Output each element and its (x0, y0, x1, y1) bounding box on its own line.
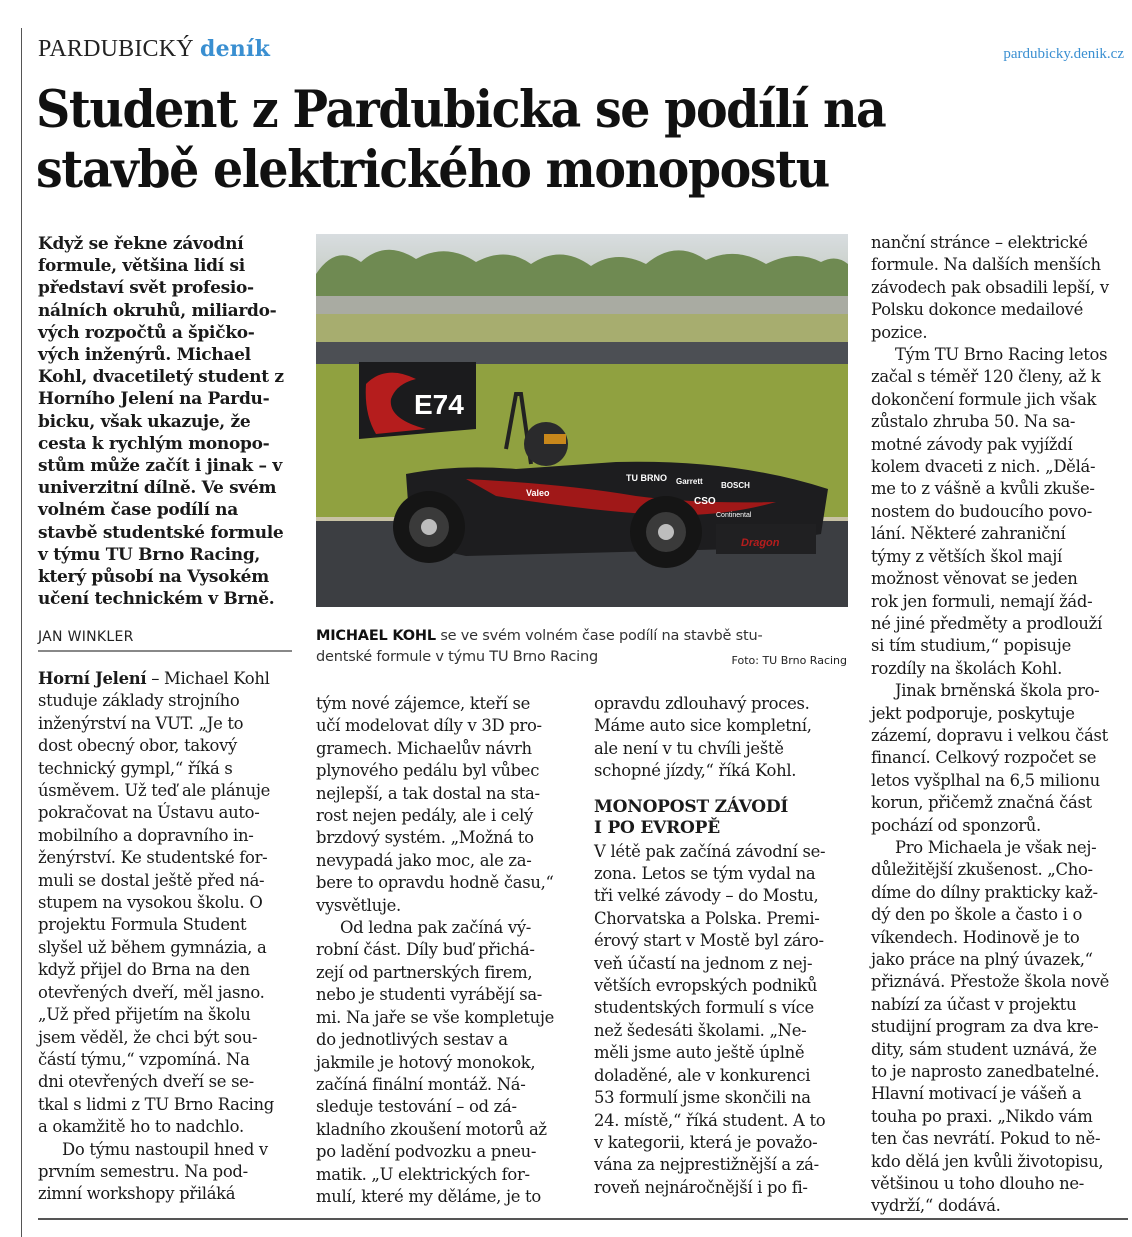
body-line: rok jen formuli, nemají žád- (871, 591, 1093, 611)
body-line: lání. Některé zahraniční (871, 524, 1066, 544)
caption-text-line1: se ve svém volném čase podílí na stavbě stu- (435, 628, 763, 644)
body-line: otevřených dveří, měl jasno. (38, 982, 265, 1002)
article-column-2 (316, 693, 581, 1208)
lead-line: cesta k rychlým monopo- (38, 433, 270, 454)
body-line: gramech. Michaelův návrh (316, 738, 532, 758)
byline: JAN WINKLER (38, 629, 134, 645)
body-line: vydrží,“ dodává. (871, 1196, 1001, 1216)
sponsor-label: Valeo (526, 488, 550, 498)
body-line: zůstalo zhruba 50. Na sa- (871, 412, 1076, 432)
body-line: mobilního a dopravního in- (38, 825, 254, 845)
body-line: zona. Letos se tým vydal na (594, 864, 816, 884)
body-line: začíná finální montáž. Ná- (316, 1074, 526, 1094)
body-line: a okamžitě ho to nadchlo. (38, 1117, 244, 1137)
dateline: Horní Jelení (38, 669, 147, 688)
body-line: mi. Na jaře se vše kompletuje (316, 1007, 555, 1027)
body-line: projektu Formula Student (38, 915, 247, 935)
sponsor-label: TU BRNO (626, 473, 667, 483)
lead-line: učení technickém v Brně. (38, 589, 275, 610)
body-line: matik. „U elektrických for- (316, 1164, 530, 1184)
lead-line: v týmu TU Brno Racing, (38, 544, 261, 565)
body-line: než šedesáti školami. „Ne- (594, 1020, 807, 1040)
body-line: érový start v Mostě byl záro- (594, 931, 824, 951)
body-line: pokračovat na Ústavu auto- (38, 803, 260, 823)
body-line: roveň nejnáročnější i po fi- (594, 1177, 808, 1197)
body-line: tkal s lidmi z TU Brno Racing (38, 1094, 274, 1114)
sponsor-label: Dragon (741, 537, 780, 549)
article-photo[interactable] (316, 234, 848, 607)
body-line: vysvětluje. (316, 895, 401, 915)
body-line: jekt podporuje, poskytuje (871, 703, 1075, 723)
sponsor-label: BOSCH (721, 481, 750, 490)
body-line: Máme auto sice kompletní, (594, 716, 812, 736)
lead-line: bicku, však ukazuje, že (38, 411, 251, 432)
body-line: nebo je studenti vyrábějí sa- (316, 985, 543, 1005)
body-line: to je naprosto zanedbatelné. (871, 1062, 1100, 1082)
body-line: učí modelovat díly v 3D pro- (316, 716, 542, 736)
body-line: muli se dostal ještě před ná- (38, 870, 265, 890)
body-line: si tím studium,“ popisuje (871, 636, 1071, 656)
body-line: zimní workshopy přiláká (38, 1184, 236, 1204)
body-line: když přijel do Brna na den (38, 960, 250, 980)
body-line: opravdu zdlouhavý proces. (594, 694, 810, 713)
body-line: týmy z větších škol mají (871, 546, 1062, 566)
lead-line: vých rozpočtů a špičko- (38, 322, 255, 343)
section-subhead (594, 797, 854, 839)
body-line: dý den po škole a často i o (871, 905, 1083, 925)
body-line: nabízí za účast v projektu (871, 994, 1077, 1014)
lead-line: Když se řekne závodní (38, 234, 244, 254)
lead-line: stům může začít i jinak – v (38, 456, 282, 477)
body-line: ale není v tu chvíli ještě (594, 738, 784, 758)
body-line: po ladění podvozku a pneu- (316, 1142, 537, 1162)
body-line: kolem dvaceti z nich. „Dělá- (871, 457, 1096, 477)
body-line: plynového pedálu byl vůbec (316, 761, 540, 781)
article-column-4 (871, 232, 1131, 1218)
body-line: né jiné předměty a prodlouží (871, 613, 1102, 633)
body-line: zázemí, dopravu i velkou část (871, 725, 1108, 745)
lead-line: Kohl, dvacetiletý student z (38, 367, 284, 388)
subhead-line: I PO EVROPĚ (594, 817, 721, 838)
sponsor-label: Continental (716, 512, 752, 519)
body-line: motné závody pak vyjíždí (871, 434, 1073, 454)
body-line: V létě pak začíná závodní se- (594, 841, 826, 861)
body-line: důležitější zkušenost. „Cho- (871, 860, 1093, 880)
body-line: závodech pak obsadili lepší, v (871, 277, 1109, 297)
body-line: Hlavní motivací je vášeň a (871, 1084, 1082, 1104)
race-car-photo-illustration (316, 234, 848, 607)
body-line: financí. Celkový rozpočet se (871, 748, 1097, 768)
body-line: prvním semestru. Na pod- (38, 1161, 248, 1181)
body-line: úsměvem. Už teď ale plánuje (38, 781, 271, 801)
body-line: slyšel už během gymnázia, a (38, 937, 267, 957)
body-line: kdo dělá jen kvůli životopisu, (871, 1151, 1104, 1171)
headline (36, 80, 1050, 200)
body-line: Tým TU Brno Racing letos (895, 345, 1108, 365)
body-line: „Už před přijetím na školu (38, 1005, 251, 1025)
body-line: stupem na vysokou školu. O (38, 893, 263, 913)
body-line: bere to opravdu hodně času,“ (316, 873, 554, 893)
body-line: začal s téměř 120 členy, až k (871, 367, 1101, 387)
body-text: – Michael Kohl (146, 669, 270, 688)
sponsor-label: Garrett (676, 477, 703, 486)
lead-line: představí svět profesio- (38, 278, 254, 299)
body-line: ten čas nevrátí. Pokud to ně- (871, 1129, 1101, 1149)
article-column-3 (594, 693, 854, 1199)
body-line: Od ledna pak začíná vý- (340, 918, 532, 938)
body-line (38, 668, 300, 690)
body-line: vána za nejprestižnější a zá- (594, 1155, 819, 1175)
body-line: jakmile je hotový monokok, (316, 1052, 536, 1072)
body-line: Pro Michaela je však nej- (895, 837, 1097, 857)
lead-line: který působí na Vysokém (38, 567, 269, 588)
body-line: nanční stránce – elektrické (871, 233, 1088, 252)
body-line: částí týmu,“ vzpomíná. Na (38, 1049, 250, 1069)
body-line: víkendech. Hodinově je to (871, 927, 1080, 947)
body-line: dokončení formule jich však (871, 389, 1097, 409)
lead-paragraph (38, 233, 298, 610)
body-line: schopné jízdy,“ říká Kohl. (594, 761, 797, 781)
body-line: dni otevřených dveří se se- (38, 1072, 254, 1092)
subhead-line: MONOPOST ZÁVODÍ (594, 796, 789, 817)
lead-line: vých inženýrů. Michael (38, 345, 251, 366)
body-line: díme do dílny prakticky kaž- (871, 882, 1098, 902)
caption-text-line2: dentské formule v týmu TU Brno Racing (316, 649, 598, 665)
headline-line: stavbě elektrického monopostu (36, 140, 829, 200)
body-line: měli jsme auto ještě úplně (594, 1043, 805, 1063)
article-column-1 (38, 668, 300, 1206)
sponsor-label: CSO (694, 496, 716, 507)
body-line: nejlepší, a tak dostal na sta- (316, 783, 540, 803)
publication-name: PARDUBICKÝ (38, 36, 194, 62)
body-line: touha po praxi. „Nikdo vám (871, 1106, 1093, 1126)
body-line: veň účastí na jednom z nej- (594, 953, 813, 973)
body-line: Chorvatska a Polska. Premi- (594, 908, 820, 928)
body-line: formule. Na dalších menších (871, 255, 1101, 275)
body-line: v kategorii, která je považo- (594, 1132, 818, 1152)
body-line: 53 formulí jsme skončili na (594, 1088, 811, 1108)
masthead (38, 36, 270, 63)
body-line: zejí od partnerských firem, (316, 962, 533, 982)
body-line: rost nejen pedály, ale i celý (316, 806, 533, 826)
lead-line: nálních okruhů, miliardo- (38, 300, 277, 321)
body-line: dity, sám student uznává, že (871, 1039, 1097, 1059)
caption-name: MICHAEL KOHL (316, 628, 436, 644)
body-line: tři velké závody – do Mostu, (594, 886, 819, 906)
body-line: sleduje testování – od zá- (316, 1097, 517, 1117)
body-line: 24. místě,“ říká student. A to (594, 1110, 826, 1130)
body-line: rozdíly na školách Kohl. (871, 658, 1062, 678)
car-number: E74 (414, 389, 464, 420)
headline-line: Student z Pardubicka se podílí na (36, 80, 886, 140)
byline-divider (38, 650, 292, 652)
lead-line: stavbě studentské formule (38, 522, 284, 543)
body-line: doladěné, ale v konkurenci (594, 1065, 811, 1085)
body-line: pozice. (871, 322, 928, 342)
body-line: Jinak brněnská škola pro- (895, 681, 1100, 701)
body-line: studentských formulí s více (594, 998, 814, 1018)
body-line: tým nové zájemce, kteří se (316, 694, 531, 713)
body-line: studuje základy strojního (38, 691, 240, 711)
body-line: kladního zkoušení motorů až (316, 1119, 547, 1139)
body-line: nevypadá jako moc, ale za- (316, 850, 532, 870)
left-margin-rule (21, 28, 22, 1237)
brand-name: deník (200, 36, 271, 62)
body-line: větších evropských podniků (594, 976, 818, 996)
body-line: jsem věděl, že chci být sou- (38, 1027, 258, 1047)
body-line: brzdový systém. „Možná to (316, 828, 534, 848)
body-line: možnost věnovat se jeden (871, 569, 1078, 589)
body-line: nostem do budoucího povo- (871, 501, 1092, 521)
body-line: ženýrství. Ke studentské for- (38, 848, 268, 868)
site-url[interactable]: pardubicky.denik.cz (1003, 46, 1124, 62)
body-line: přiznává. Přestože škola nově (871, 972, 1110, 992)
body-line: jako práce na plný úvazek,“ (871, 950, 1093, 969)
lead-line: formule, většina lidí si (38, 256, 245, 277)
body-line: letos vyšplhal na 6,5 milionu (871, 770, 1100, 790)
body-line: studijní program za dva kre- (871, 1017, 1099, 1037)
body-line: většinou u toho dlouho ne- (871, 1174, 1085, 1194)
body-line: dost obecný obor, takový (38, 736, 237, 756)
body-line: Polsku dokonce medailové (871, 300, 1084, 320)
body-line: robní část. Díly buď přichá- (316, 940, 535, 960)
body-line: pochází od sponzorů. (871, 815, 1041, 835)
lead-line: Horního Jelení na Pardu- (38, 389, 270, 410)
body-line: Do týmu nastoupil hned v (62, 1139, 268, 1159)
body-line: inženýrství na VUT. „Je to (38, 713, 244, 733)
lead-line: univerzitní dílně. Ve svém (38, 478, 277, 499)
body-line: do jednotlivých sestav a (316, 1030, 508, 1050)
lead-line: volném čase podílí na (38, 500, 238, 521)
photo-credit: Foto: TU Brno Racing (731, 654, 847, 667)
body-line: mulí, které my děláme, je to (316, 1186, 541, 1206)
body-line: korun, přičemž značná část (871, 793, 1092, 813)
bottom-divider (38, 1218, 1128, 1220)
body-line: me to z vášně a kvůli zkuše- (871, 479, 1095, 499)
body-line: technický gympl,“ říká s (38, 758, 233, 778)
